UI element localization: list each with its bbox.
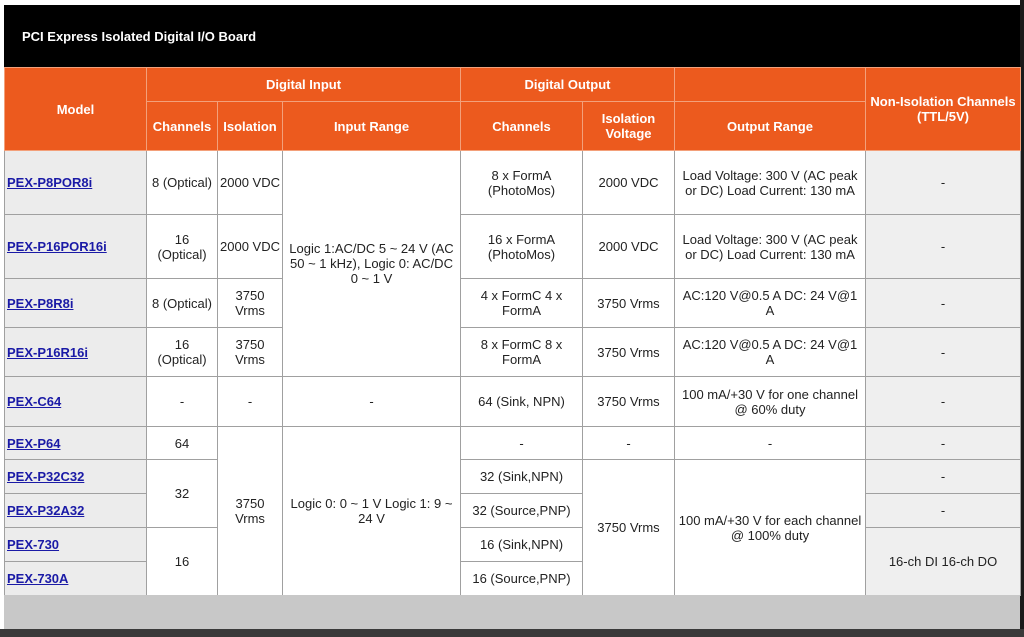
do-channels-cell: 64 (Sink, NPN)	[461, 377, 583, 427]
header-model: Model	[5, 68, 147, 151]
header-do-isolation-voltage: Isolation Voltage	[583, 102, 675, 151]
di-isolation-cell: 3750 Vrms	[218, 328, 283, 377]
table-row	[5, 151, 1021, 215]
do-channels-cell: 16 x FormA (PhotoMos)	[461, 215, 583, 279]
header-do-channels: Channels	[461, 102, 583, 151]
model-cell	[5, 528, 147, 562]
do-channels-cell: 16 (Source,PNP)	[461, 562, 583, 596]
di-channels-cell: -	[147, 377, 218, 427]
table-row	[5, 215, 1021, 279]
do-isolation-cell: 3750 Vrms	[583, 377, 675, 427]
do-channels-cell: 8 x FormA (PhotoMos)	[461, 151, 583, 215]
input-range-cell: Logic 0: 0 ~ 1 V Logic 1: 9 ~ 24 V	[283, 427, 461, 596]
do-range-cell: 100 mA/+30 V for one channel @ 60% duty	[675, 377, 866, 427]
model-link[interactable]: PEX-730	[7, 537, 60, 552]
non-iso-cell: -	[866, 215, 1021, 279]
model-cell	[5, 328, 147, 377]
do-range-cell: 100 mA/+30 V for each channel @ 100% duty	[675, 460, 866, 596]
non-iso-cell: -	[866, 279, 1021, 328]
do-isolation-cell: 2000 VDC	[583, 151, 675, 215]
di-channels-cell: 8 (Optical)	[147, 151, 218, 215]
model-link[interactable]: PEX-P16POR16i	[7, 239, 107, 254]
di-channels-cell: 16 (Optical)	[147, 215, 218, 279]
model-link[interactable]: PEX-P8R8i	[7, 295, 74, 311]
footer-bar	[4, 595, 1020, 629]
non-iso-cell: -	[866, 377, 1021, 427]
table-row	[5, 427, 1021, 460]
di-isolation-cell: 3750 Vrms	[218, 279, 283, 328]
table-row	[5, 528, 1021, 562]
model-cell	[5, 215, 147, 279]
model-link[interactable]: PEX-P8POR8i	[7, 175, 93, 190]
model-link[interactable]: PEX-P32A32	[7, 503, 85, 518]
product-table	[4, 67, 1021, 596]
do-channels-cell: 32 (Source,PNP)	[461, 494, 583, 528]
model-link[interactable]: PEX-P16R16i	[7, 344, 88, 360]
do-channels-cell: -	[461, 427, 583, 460]
model-cell	[5, 279, 147, 328]
header-di-channels: Channels	[147, 102, 218, 151]
di-channels-cell: 64	[147, 427, 218, 460]
header-do-output-range: Output Range	[675, 102, 866, 151]
non-iso-cell: -	[866, 494, 1021, 528]
do-channels-cell: 4 x FormC 4 x FormA	[461, 279, 583, 328]
di-isolation-cell: 2000 VDC	[218, 215, 283, 279]
do-range-cell: AC:120 V@0.5 A DC: 24 V@1 A	[675, 279, 866, 328]
model-link[interactable]: PEX-C64	[7, 394, 62, 409]
input-range-cell: Logic 1:AC/DC 5 ~ 24 V (AC 50 ~ 1 kHz), Logic 0: AC/DC 0 ~ 1 V	[283, 151, 461, 377]
do-channels-cell: 16 (Sink,NPN)	[461, 528, 583, 562]
header-blank	[675, 68, 866, 102]
table-row	[5, 377, 1021, 427]
do-isolation-cell: 3750 Vrms	[583, 279, 675, 328]
table-row	[5, 279, 1021, 328]
model-link[interactable]: PEX-730A	[7, 571, 69, 586]
do-range-cell: Load Voltage: 300 V (AC peak or DC) Load Current: 130 mA	[675, 151, 866, 215]
header-di-isolation: Isolation	[218, 102, 283, 151]
model-cell	[5, 460, 147, 494]
do-range-cell: AC:120 V@0.5 A DC: 24 V@1 A	[675, 328, 866, 377]
di-channels-cell: 32	[147, 460, 218, 528]
page-title: PCI Express Isolated Digital I/O Board	[4, 5, 1020, 67]
di-isolation-cell: 2000 VDC	[218, 151, 283, 215]
model-cell	[5, 427, 147, 460]
input-range-cell: -	[283, 377, 461, 427]
do-isolation-cell: -	[583, 427, 675, 460]
table-row	[5, 328, 1021, 377]
non-iso-cell: 16-ch DI 16-ch DO	[866, 528, 1021, 596]
non-iso-cell: -	[866, 427, 1021, 460]
do-isolation-cell: 3750 Vrms	[583, 328, 675, 377]
model-cell	[5, 151, 147, 215]
model-cell	[5, 377, 147, 427]
model-cell	[5, 494, 147, 528]
table-row	[5, 460, 1021, 494]
window-edge-bottom	[0, 629, 1024, 637]
di-channels-cell: 16	[147, 528, 218, 596]
do-channels-cell: 32 (Sink,NPN)	[461, 460, 583, 494]
do-range-cell: Load Voltage: 300 V (AC peak or DC) Load Current: 130 mA	[675, 215, 866, 279]
model-link[interactable]: PEX-P32C32	[7, 469, 85, 484]
do-isolation-cell: 2000 VDC	[583, 215, 675, 279]
header-non-isolation: Non-Isolation Channels (TTL/5V)	[866, 68, 1021, 151]
header-digital-input: Digital Input	[147, 68, 461, 102]
di-isolation-cell: 3750 Vrms	[218, 427, 283, 596]
model-link[interactable]: PEX-P64	[7, 435, 61, 451]
do-range-cell: -	[675, 427, 866, 460]
non-iso-cell: -	[866, 151, 1021, 215]
di-isolation-cell: -	[218, 377, 283, 427]
header-digital-output: Digital Output	[461, 68, 675, 102]
di-channels-cell: 16 (Optical)	[147, 328, 218, 377]
header-di-input-range: Input Range	[283, 102, 461, 151]
non-iso-cell: -	[866, 328, 1021, 377]
non-iso-cell: -	[866, 460, 1021, 494]
model-cell	[5, 562, 147, 596]
do-channels-cell: 8 x FormC 8 x FormA	[461, 328, 583, 377]
do-isolation-cell: 3750 Vrms	[583, 460, 675, 596]
di-channels-cell: 8 (Optical)	[147, 279, 218, 328]
